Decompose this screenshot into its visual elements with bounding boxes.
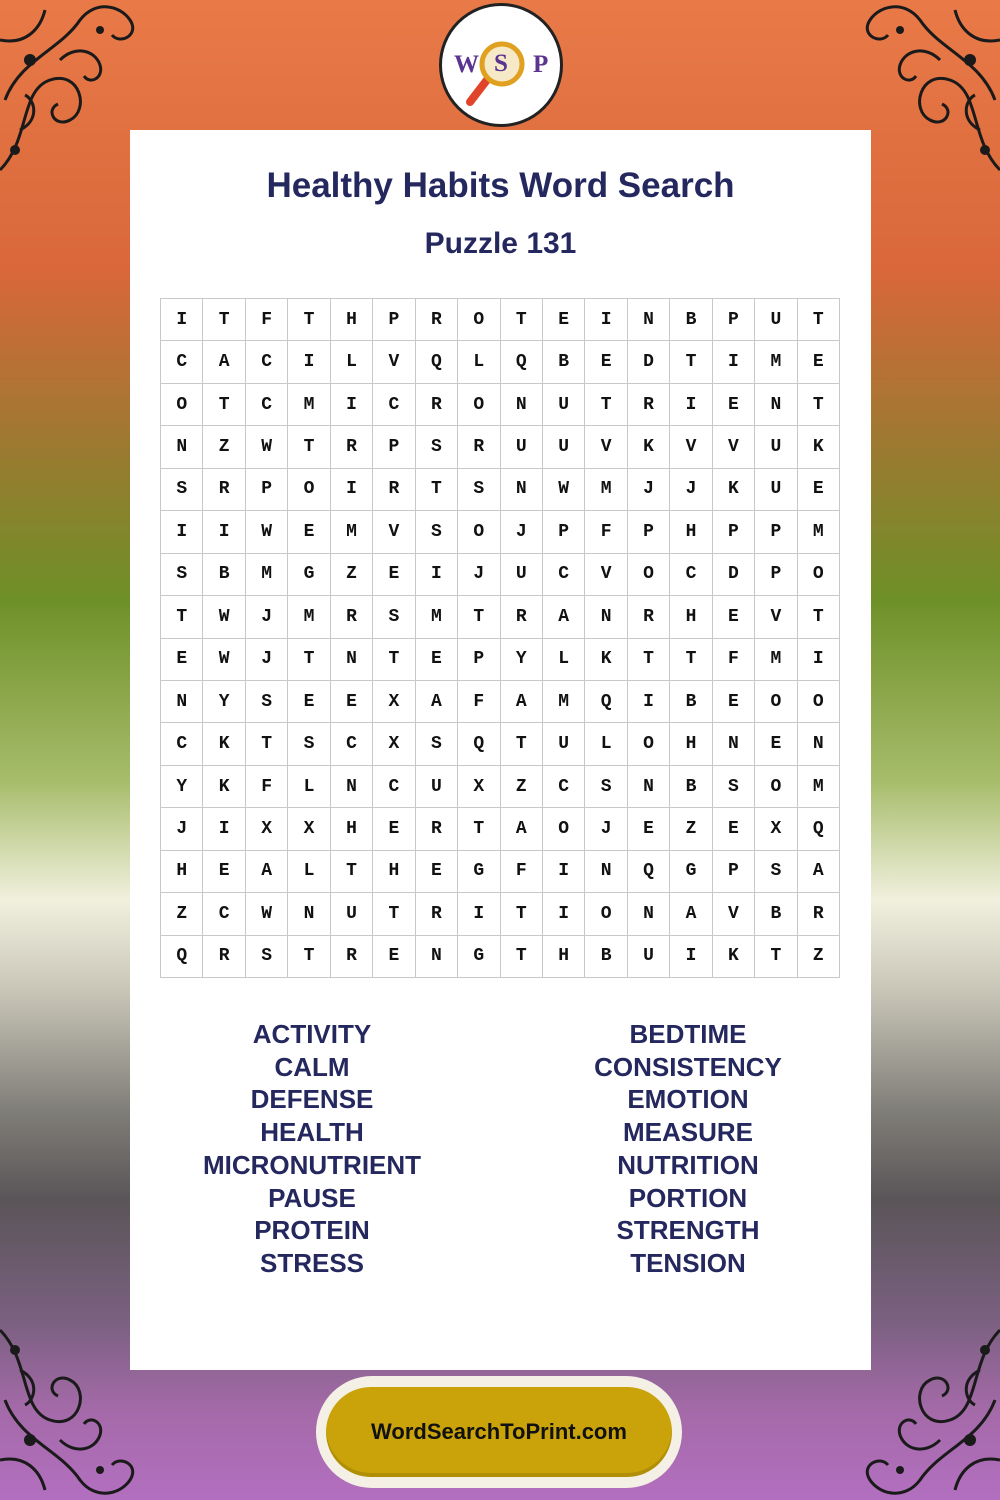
grid-cell[interactable]: N <box>585 596 627 638</box>
grid-cell[interactable]: S <box>416 511 458 553</box>
grid-cell[interactable]: T <box>755 936 797 978</box>
grid-cell[interactable]: J <box>628 469 670 511</box>
grid-cell[interactable]: Q <box>416 341 458 383</box>
grid-cell[interactable]: X <box>373 681 415 723</box>
word-list-right <box>538 1018 838 1280</box>
grid-cell[interactable]: F <box>246 299 288 341</box>
grid-cell[interactable]: E <box>713 384 755 426</box>
logo-letter-p: P <box>533 51 549 78</box>
grid-cell[interactable]: F <box>458 681 500 723</box>
grid-cell[interactable]: O <box>585 893 627 935</box>
grid-cell[interactable]: S <box>416 723 458 765</box>
grid-cell[interactable]: G <box>670 851 712 893</box>
grid-cell[interactable]: S <box>458 469 500 511</box>
grid-cell[interactable]: A <box>501 808 543 850</box>
grid-cell[interactable]: E <box>288 681 330 723</box>
grid-cell[interactable]: B <box>203 554 245 596</box>
grid-cell[interactable]: V <box>585 554 627 596</box>
grid-cell[interactable]: S <box>373 596 415 638</box>
grid-cell[interactable]: Z <box>203 426 245 468</box>
word-list-item: STRENGTH <box>616 1215 760 1246</box>
grid-cell[interactable]: R <box>416 893 458 935</box>
grid-cell[interactable]: P <box>713 299 755 341</box>
grid-cell[interactable]: E <box>331 681 373 723</box>
grid-cell[interactable]: T <box>458 596 500 638</box>
grid-cell[interactable]: P <box>628 511 670 553</box>
grid-cell[interactable]: T <box>288 426 330 468</box>
grid-cell[interactable]: X <box>246 808 288 850</box>
grid-cell[interactable]: N <box>628 893 670 935</box>
grid-cell[interactable]: A <box>543 596 585 638</box>
grid-cell[interactable]: D <box>713 554 755 596</box>
grid-cell[interactable]: I <box>331 469 373 511</box>
grid-cell[interactable]: C <box>246 384 288 426</box>
grid-cell[interactable]: T <box>161 596 203 638</box>
grid-cell[interactable]: N <box>585 851 627 893</box>
grid-cell[interactable]: B <box>670 766 712 808</box>
grid-cell[interactable]: J <box>458 554 500 596</box>
grid-cell[interactable]: Z <box>501 766 543 808</box>
grid-cell[interactable]: T <box>373 893 415 935</box>
grid-cell[interactable]: E <box>373 936 415 978</box>
grid-cell[interactable]: H <box>373 851 415 893</box>
grid-cell[interactable]: L <box>543 639 585 681</box>
grid-cell[interactable]: K <box>203 766 245 808</box>
grid-cell[interactable]: P <box>713 851 755 893</box>
grid-cell[interactable]: M <box>755 639 797 681</box>
grid-cell[interactable]: T <box>203 299 245 341</box>
grid-cell[interactable]: I <box>161 299 203 341</box>
grid-cell[interactable]: E <box>798 341 840 383</box>
grid-cell[interactable]: E <box>628 808 670 850</box>
grid-cell[interactable]: R <box>331 596 373 638</box>
grid-cell[interactable]: T <box>501 723 543 765</box>
logo-letter-s: S <box>494 50 508 77</box>
grid-cell[interactable]: S <box>288 723 330 765</box>
grid-cell[interactable]: N <box>288 893 330 935</box>
grid-cell[interactable]: Y <box>161 766 203 808</box>
puzzle-subtitle: Puzzle 131 <box>424 227 577 260</box>
grid-cell[interactable]: K <box>203 723 245 765</box>
grid-cell[interactable]: O <box>798 554 840 596</box>
grid-cell[interactable]: F <box>585 511 627 553</box>
grid-cell[interactable]: M <box>288 596 330 638</box>
grid-cell[interactable]: U <box>501 554 543 596</box>
website-link-button[interactable]: WordSearchToPrint.com <box>326 1387 672 1477</box>
grid-cell[interactable]: T <box>670 341 712 383</box>
grid-cell[interactable]: P <box>373 299 415 341</box>
grid-cell[interactable]: I <box>331 384 373 426</box>
grid-cell[interactable]: E <box>416 639 458 681</box>
grid-cell[interactable]: E <box>713 808 755 850</box>
grid-cell[interactable]: J <box>161 808 203 850</box>
grid-cell[interactable]: I <box>288 341 330 383</box>
grid-cell[interactable]: B <box>670 299 712 341</box>
word-list-item: CONSISTENCY <box>594 1051 782 1082</box>
grid-cell[interactable]: Q <box>798 808 840 850</box>
grid-cell[interactable]: T <box>203 384 245 426</box>
grid-cell[interactable]: S <box>161 554 203 596</box>
grid-cell[interactable]: N <box>161 681 203 723</box>
grid-cell[interactable]: P <box>373 426 415 468</box>
grid-cell[interactable]: H <box>670 723 712 765</box>
grid-cell[interactable]: J <box>246 596 288 638</box>
grid-cell[interactable]: U <box>755 469 797 511</box>
grid-cell[interactable]: H <box>670 511 712 553</box>
grid-cell[interactable]: R <box>331 936 373 978</box>
grid-cell[interactable]: Z <box>670 808 712 850</box>
grid-cell[interactable]: N <box>628 766 670 808</box>
grid-cell[interactable]: V <box>713 893 755 935</box>
grid-cell[interactable]: M <box>798 766 840 808</box>
grid-cell[interactable]: Y <box>501 639 543 681</box>
grid-cell[interactable]: M <box>246 554 288 596</box>
grid-cell[interactable]: E <box>713 596 755 638</box>
grid-cell[interactable]: N <box>331 766 373 808</box>
grid-cell[interactable]: B <box>543 341 585 383</box>
grid-cell[interactable]: G <box>458 936 500 978</box>
grid-cell[interactable]: M <box>585 469 627 511</box>
word-list-item: PROTEIN <box>254 1215 370 1246</box>
grid-cell[interactable]: Q <box>458 723 500 765</box>
grid-cell[interactable]: G <box>458 851 500 893</box>
grid-cell[interactable]: P <box>458 639 500 681</box>
grid-cell[interactable]: I <box>203 808 245 850</box>
grid-cell[interactable]: M <box>288 384 330 426</box>
grid-cell[interactable]: N <box>628 299 670 341</box>
grid-cell[interactable]: U <box>755 426 797 468</box>
grid-cell[interactable]: M <box>416 596 458 638</box>
grid-cell[interactable]: H <box>331 808 373 850</box>
grid-cell[interactable]: F <box>501 851 543 893</box>
grid-cell[interactable]: E <box>755 723 797 765</box>
grid-cell[interactable]: R <box>798 893 840 935</box>
grid-cell[interactable]: L <box>458 341 500 383</box>
grid-cell[interactable]: A <box>246 851 288 893</box>
grid-cell[interactable]: O <box>161 384 203 426</box>
grid-cell[interactable]: I <box>670 936 712 978</box>
grid-cell[interactable]: L <box>585 723 627 765</box>
grid-cell[interactable]: N <box>798 723 840 765</box>
grid-cell[interactable]: E <box>203 851 245 893</box>
grid-cell[interactable]: T <box>501 936 543 978</box>
ornament-corner-bottom-left <box>0 1300 150 1500</box>
grid-cell[interactable]: Q <box>585 681 627 723</box>
grid-cell[interactable]: L <box>288 851 330 893</box>
puzzle-card <box>130 130 871 1370</box>
grid-cell[interactable]: T <box>501 893 543 935</box>
word-list-item: MEASURE <box>622 1117 753 1148</box>
grid-cell[interactable]: K <box>713 469 755 511</box>
grid-cell[interactable]: K <box>585 639 627 681</box>
grid-cell[interactable]: U <box>628 936 670 978</box>
grid-cell[interactable]: A <box>670 893 712 935</box>
grid-cell[interactable]: Z <box>161 893 203 935</box>
grid-cell[interactable]: I <box>713 341 755 383</box>
word-list-left <box>162 1018 462 1280</box>
grid-cell[interactable]: T <box>331 851 373 893</box>
word-list-item: PAUSE <box>268 1182 356 1213</box>
grid-cell[interactable]: C <box>543 554 585 596</box>
grid-cell[interactable]: B <box>755 893 797 935</box>
grid-cell[interactable]: S <box>713 766 755 808</box>
site-logo[interactable] <box>439 3 563 127</box>
grid-cell[interactable]: V <box>670 426 712 468</box>
grid-cell[interactable]: C <box>203 893 245 935</box>
grid-cell[interactable]: O <box>458 511 500 553</box>
grid-cell[interactable]: E <box>543 299 585 341</box>
grid-cell[interactable]: R <box>501 596 543 638</box>
grid-cell[interactable]: I <box>416 554 458 596</box>
grid-cell[interactable]: O <box>798 681 840 723</box>
grid-cell[interactable]: M <box>755 341 797 383</box>
grid-cell[interactable]: H <box>543 936 585 978</box>
grid-cell[interactable]: A <box>416 681 458 723</box>
grid-cell[interactable]: T <box>458 808 500 850</box>
grid-cell[interactable]: S <box>161 469 203 511</box>
grid-cell[interactable]: E <box>416 851 458 893</box>
grid-cell[interactable]: S <box>755 851 797 893</box>
grid-cell[interactable]: I <box>458 893 500 935</box>
grid-cell[interactable]: O <box>543 808 585 850</box>
grid-cell[interactable]: E <box>161 639 203 681</box>
grid-cell[interactable]: Q <box>161 936 203 978</box>
word-list-item: CALM <box>274 1051 350 1082</box>
word-list-item: STRESS <box>259 1247 365 1278</box>
grid-cell[interactable]: S <box>246 681 288 723</box>
grid-cell[interactable]: Q <box>501 341 543 383</box>
grid-cell[interactable]: O <box>288 469 330 511</box>
grid-cell[interactable]: T <box>798 299 840 341</box>
word-list-item: HEALTH <box>260 1117 364 1148</box>
grid-cell[interactable]: U <box>501 426 543 468</box>
grid-cell[interactable]: C <box>161 341 203 383</box>
grid-cell[interactable]: I <box>543 851 585 893</box>
grid-cell[interactable]: C <box>373 766 415 808</box>
grid-cell[interactable]: T <box>288 936 330 978</box>
grid-cell[interactable]: A <box>798 851 840 893</box>
grid-cell[interactable]: V <box>585 426 627 468</box>
grid-cell[interactable]: R <box>458 426 500 468</box>
grid-cell[interactable]: E <box>373 808 415 850</box>
grid-cell[interactable]: R <box>203 469 245 511</box>
grid-cell[interactable]: R <box>416 808 458 850</box>
grid-cell[interactable]: R <box>628 384 670 426</box>
grid-cell[interactable]: T <box>373 639 415 681</box>
word-list-item: EMOTION <box>627 1084 749 1115</box>
grid-cell[interactable]: L <box>288 766 330 808</box>
grid-cell[interactable]: O <box>628 723 670 765</box>
grid-cell[interactable]: J <box>246 639 288 681</box>
grid-cell[interactable]: Y <box>203 681 245 723</box>
grid-cell[interactable]: S <box>585 766 627 808</box>
word-list-item: PORTION <box>628 1182 748 1213</box>
grid-cell[interactable]: G <box>288 554 330 596</box>
grid-cell[interactable]: H <box>161 851 203 893</box>
grid-cell[interactable]: A <box>203 341 245 383</box>
grid-cell[interactable]: U <box>543 723 585 765</box>
grid-cell[interactable]: F <box>246 766 288 808</box>
grid-cell[interactable]: Q <box>628 851 670 893</box>
word-list-item: BEDTIME <box>629 1019 747 1049</box>
grid-cell[interactable]: P <box>246 469 288 511</box>
grid-cell[interactable]: O <box>458 384 500 426</box>
grid-cell[interactable]: T <box>670 639 712 681</box>
grid-cell[interactable]: S <box>246 936 288 978</box>
grid-cell[interactable]: X <box>755 808 797 850</box>
grid-cell[interactable]: T <box>798 384 840 426</box>
grid-cell[interactable]: E <box>288 511 330 553</box>
grid-cell[interactable]: W <box>203 596 245 638</box>
grid-cell[interactable]: M <box>331 511 373 553</box>
grid-cell[interactable]: C <box>246 341 288 383</box>
grid-cell[interactable]: O <box>755 681 797 723</box>
grid-cell[interactable]: R <box>628 596 670 638</box>
logo-letter-w: W <box>454 51 479 78</box>
grid-cell[interactable]: Z <box>331 554 373 596</box>
grid-cell[interactable]: W <box>246 426 288 468</box>
grid-cell[interactable]: I <box>798 639 840 681</box>
ornament-corner-top-left <box>0 0 150 200</box>
grid-cell[interactable]: W <box>246 511 288 553</box>
grid-cell[interactable]: F <box>713 639 755 681</box>
grid-cell[interactable]: T <box>628 639 670 681</box>
grid-cell[interactable]: V <box>373 511 415 553</box>
grid-cell[interactable]: R <box>416 299 458 341</box>
grid-cell[interactable]: J <box>585 808 627 850</box>
grid-cell[interactable]: I <box>543 893 585 935</box>
grid-cell[interactable]: R <box>331 426 373 468</box>
grid-cell[interactable]: P <box>543 511 585 553</box>
grid-cell[interactable]: J <box>501 511 543 553</box>
grid-cell[interactable]: T <box>288 299 330 341</box>
grid-cell[interactable]: V <box>755 596 797 638</box>
grid-cell[interactable]: W <box>203 639 245 681</box>
grid-cell[interactable]: U <box>543 384 585 426</box>
grid-cell[interactable]: N <box>161 426 203 468</box>
grid-cell[interactable]: D <box>628 341 670 383</box>
grid-cell[interactable]: O <box>755 766 797 808</box>
grid-cell[interactable]: I <box>670 384 712 426</box>
grid-cell[interactable]: K <box>628 426 670 468</box>
word-list-item: NUTRITION <box>617 1149 759 1180</box>
grid-cell[interactable]: T <box>798 596 840 638</box>
grid-cell[interactable]: T <box>246 723 288 765</box>
grid-cell[interactable]: R <box>203 936 245 978</box>
grid-cell[interactable]: T <box>416 469 458 511</box>
grid-cell[interactable]: H <box>331 299 373 341</box>
grid-cell[interactable]: C <box>670 554 712 596</box>
word-list-item: TENSION <box>630 1247 746 1278</box>
grid-cell[interactable]: U <box>416 766 458 808</box>
grid-cell[interactable]: W <box>246 893 288 935</box>
grid-cell[interactable]: N <box>755 384 797 426</box>
grid-cell[interactable]: W <box>543 469 585 511</box>
grid-cell[interactable]: V <box>373 341 415 383</box>
grid-cell[interactable]: P <box>755 554 797 596</box>
grid-cell[interactable]: H <box>670 596 712 638</box>
grid-cell[interactable]: N <box>416 936 458 978</box>
grid-cell[interactable]: I <box>585 299 627 341</box>
grid-cell[interactable]: K <box>798 426 840 468</box>
grid-cell[interactable]: X <box>373 723 415 765</box>
grid-cell[interactable]: J <box>670 469 712 511</box>
grid-cell[interactable]: X <box>458 766 500 808</box>
grid-cell[interactable]: E <box>585 341 627 383</box>
grid-cell[interactable]: C <box>161 723 203 765</box>
grid-cell[interactable]: M <box>798 511 840 553</box>
grid-cell[interactable]: M <box>543 681 585 723</box>
grid-cell[interactable]: B <box>670 681 712 723</box>
grid-cell[interactable]: R <box>416 384 458 426</box>
grid-cell[interactable]: C <box>543 766 585 808</box>
grid-cell[interactable]: C <box>331 723 373 765</box>
grid-cell[interactable]: U <box>331 893 373 935</box>
letter-grid <box>160 298 840 978</box>
grid-cell[interactable]: X <box>288 808 330 850</box>
grid-cell[interactable]: E <box>798 469 840 511</box>
grid-cell[interactable]: N <box>501 384 543 426</box>
grid-cell[interactable]: E <box>713 681 755 723</box>
grid-cell[interactable]: U <box>543 426 585 468</box>
grid-cell[interactable]: R <box>373 469 415 511</box>
word-list-item: MICRONUTRIENT <box>202 1149 422 1180</box>
grid-cell[interactable]: I <box>628 681 670 723</box>
grid-cell[interactable]: I <box>161 511 203 553</box>
grid-cell[interactable]: L <box>331 341 373 383</box>
grid-cell[interactable]: C <box>373 384 415 426</box>
grid-cell[interactable]: E <box>373 554 415 596</box>
word-list-item: DEFENSE <box>250 1084 374 1115</box>
grid-cell[interactable]: B <box>585 936 627 978</box>
grid-cell[interactable]: S <box>416 426 458 468</box>
grid-cell[interactable]: I <box>203 511 245 553</box>
grid-cell[interactable]: T <box>288 639 330 681</box>
grid-cell[interactable]: P <box>713 511 755 553</box>
grid-cell[interactable]: O <box>458 299 500 341</box>
grid-cell[interactable]: P <box>755 511 797 553</box>
puzzle-title: Healthy Habits Word Search <box>266 166 735 205</box>
grid-cell[interactable]: O <box>628 554 670 596</box>
grid-cell[interactable]: Z <box>798 936 840 978</box>
grid-cell[interactable]: T <box>501 299 543 341</box>
ornament-corner-top-right <box>850 0 1000 200</box>
grid-cell[interactable]: N <box>713 723 755 765</box>
word-list-item: ACTIVITY <box>252 1019 372 1049</box>
grid-cell[interactable]: T <box>585 384 627 426</box>
grid-cell[interactable]: A <box>501 681 543 723</box>
grid-cell[interactable]: K <box>713 936 755 978</box>
grid-cell[interactable]: N <box>331 639 373 681</box>
grid-cell[interactable]: V <box>713 426 755 468</box>
grid-cell[interactable]: U <box>755 299 797 341</box>
grid-cell[interactable]: N <box>501 469 543 511</box>
ornament-corner-bottom-right <box>850 1300 1000 1500</box>
